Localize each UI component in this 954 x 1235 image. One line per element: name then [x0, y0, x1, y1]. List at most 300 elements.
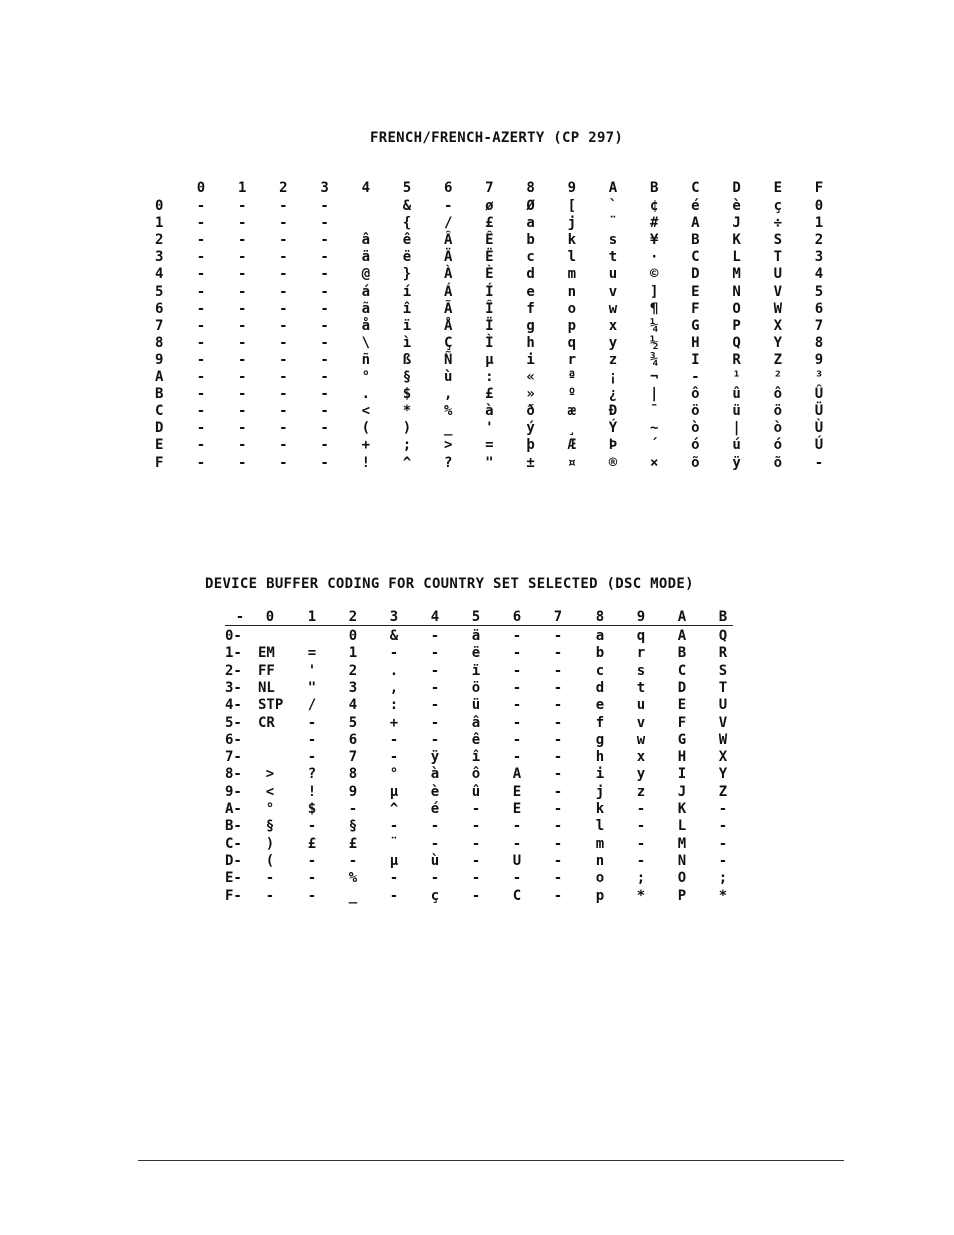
table-cell: U — [773, 266, 783, 283]
table-cell: õ — [773, 454, 783, 471]
table-cell: > — [265, 766, 275, 783]
table-cell: - — [196, 300, 206, 317]
table-cell: z — [608, 351, 618, 368]
table-cell: Ð — [608, 403, 618, 420]
table-cell: - — [512, 731, 522, 748]
table-cell: û — [471, 783, 481, 800]
table-cell: - — [553, 697, 563, 714]
table-cell: ô — [773, 386, 783, 403]
table-cell: - — [320, 454, 329, 471]
row-header: 2 — [155, 232, 164, 249]
table-cell: E — [691, 283, 700, 300]
table-cell: v — [636, 714, 646, 731]
table-cell: ' — [485, 420, 494, 437]
column-header: A — [677, 609, 687, 625]
table-cell: - — [512, 679, 522, 696]
table-cell: - — [237, 266, 247, 283]
table-cell: £ — [348, 835, 358, 852]
table-cell: - — [237, 215, 247, 232]
table-cell: - — [320, 386, 329, 403]
table-cell: ù — [443, 369, 453, 385]
table-cell: - — [307, 749, 317, 766]
table-cell: « — [526, 369, 535, 385]
table-cell: ü — [732, 403, 741, 420]
table-cell: - — [307, 887, 317, 904]
column-header: 7 — [553, 609, 563, 625]
table-cell: - — [196, 351, 206, 368]
table-cell: ¹ — [732, 369, 741, 385]
table-cell: = — [485, 437, 494, 454]
row-header: D — [155, 420, 164, 437]
table-cell: ñ — [361, 351, 371, 368]
row-header: 9 — [155, 351, 164, 368]
table-cell: ; — [718, 870, 728, 887]
table-cell: 8 — [814, 334, 824, 351]
table-cell: ó — [691, 437, 700, 454]
table-cell: E — [677, 697, 687, 714]
table-cell: CR — [258, 714, 275, 731]
table-cell: - — [718, 852, 728, 869]
table-cell: ® — [608, 454, 618, 471]
table-cell: L — [677, 818, 687, 835]
table-cell: - — [196, 232, 206, 249]
table-cell: þ — [526, 437, 535, 454]
table-cell: ¯ — [649, 403, 659, 420]
table-cell: - — [553, 870, 563, 887]
table-cell: - — [636, 801, 646, 817]
table-cell: w — [608, 300, 618, 317]
table-cell: c — [526, 249, 535, 266]
table-cell: ý — [526, 420, 535, 437]
table-cell: ä — [471, 628, 481, 644]
table-cell: q — [636, 628, 646, 644]
table-cell: - — [430, 697, 440, 714]
table-cell: d — [526, 266, 535, 283]
table-cell: - — [237, 369, 247, 385]
table-cell: ç — [430, 887, 440, 904]
table-cell: - — [279, 317, 288, 334]
table-cell: ¶ — [649, 300, 659, 317]
table-cell: - — [471, 870, 481, 887]
table-cell: - — [196, 437, 206, 454]
table-cell: ! — [361, 454, 371, 471]
table-cell: 7 — [348, 749, 358, 766]
table-cell: ö — [691, 403, 700, 420]
row-header: 4- — [225, 697, 242, 714]
table-cell: - — [320, 198, 329, 214]
table-cell: : — [485, 369, 494, 385]
column-header: 5 — [402, 180, 412, 196]
table-cell: - — [718, 801, 728, 817]
column-header: F — [814, 180, 824, 196]
table-cell: F — [691, 300, 700, 317]
table-cell: - — [512, 645, 522, 662]
table-cell: - — [196, 317, 206, 334]
table-cell: # — [649, 215, 659, 232]
table-cell: Ê — [485, 232, 494, 249]
table-cell: â — [471, 714, 481, 731]
table-cell: N — [732, 283, 741, 300]
row-header: 4 — [155, 266, 164, 283]
table-cell: ¿ — [608, 386, 618, 403]
row-header: B — [155, 386, 164, 403]
table-cell: - — [553, 887, 563, 904]
table-cell: ° — [389, 766, 399, 783]
table-cell: f — [595, 714, 605, 731]
table-cell: 0 — [814, 198, 824, 214]
table-cell: i — [526, 351, 535, 368]
table-cell: - — [691, 369, 700, 385]
table-cell: K — [732, 232, 741, 249]
table-cell: º — [567, 386, 577, 403]
table-cell: ß — [402, 351, 412, 368]
table-cell: - — [307, 870, 317, 887]
table-cell: | — [649, 386, 659, 403]
table-cell: P — [732, 317, 741, 334]
row-header: 7- — [225, 749, 242, 766]
table-cell: * — [636, 887, 646, 904]
table-cell: W — [773, 300, 783, 317]
table-cell: - — [237, 300, 247, 317]
table-cell: H — [691, 334, 700, 351]
row-header: 3 — [155, 249, 164, 266]
table-cell: - — [636, 818, 646, 835]
table-cell: - — [553, 852, 563, 869]
table-cell: z — [636, 783, 646, 800]
table-cell: Û — [814, 386, 824, 403]
table-cell: Z — [718, 783, 728, 800]
column-header: 0 — [196, 180, 206, 196]
table-cell: 6 — [814, 300, 824, 317]
table-cell: ï — [471, 662, 481, 679]
table-cell: Í — [485, 283, 494, 300]
table-cell: - — [512, 714, 522, 731]
table-cell: + — [389, 714, 399, 731]
table-cell: Ç — [443, 334, 453, 351]
table-cell: - — [279, 334, 288, 351]
table-cell: y — [636, 766, 646, 783]
table-cell: - — [718, 835, 728, 852]
table-cell: ` — [608, 198, 618, 214]
table-cell: - — [279, 403, 288, 420]
table-cell: - — [471, 818, 481, 835]
row-header: 7 — [155, 317, 164, 334]
table-cell: - — [443, 198, 453, 214]
table-cell: - — [320, 266, 329, 283]
table-cell: ³ — [814, 369, 824, 385]
table-cell: > — [443, 437, 453, 454]
table-cell: [ — [567, 198, 577, 214]
table-cell: ü — [471, 697, 481, 714]
column-header: 6 — [512, 609, 522, 625]
table-cell: ¤ — [567, 454, 577, 471]
table-cell: r — [636, 645, 646, 662]
table-cell: - — [430, 679, 440, 696]
table-cell: - — [320, 403, 329, 420]
row-header: 9- — [225, 783, 242, 800]
table1-title: FRENCH/FRENCH-AZERTY (CP 297) — [370, 130, 624, 146]
table-cell: $ — [402, 386, 412, 403]
table-cell: N — [677, 852, 687, 869]
table-cell: - — [814, 454, 824, 471]
table-cell: = — [307, 645, 317, 662]
table-cell: - — [553, 801, 563, 817]
table-cell: I — [677, 766, 687, 783]
table-cell: B — [677, 645, 687, 662]
table-cell: 2 — [348, 662, 358, 679]
table-cell: ( — [361, 420, 371, 437]
column-header: 3 — [389, 609, 399, 625]
table-cell: ^ — [389, 801, 399, 817]
table-cell: A — [677, 628, 687, 644]
table-cell: - — [196, 454, 206, 471]
table-cell: é — [430, 801, 440, 817]
table-cell: ì — [402, 334, 412, 351]
table-cell: T — [718, 679, 728, 696]
table-cell: - — [512, 818, 522, 835]
table-cell: Ü — [814, 403, 824, 420]
row-header: A — [155, 369, 164, 385]
table-cell: Ä — [443, 249, 453, 266]
table-cell: - — [553, 835, 563, 852]
table-cell: - — [279, 215, 288, 232]
table-cell: à — [485, 403, 494, 420]
table-cell: { — [402, 215, 412, 232]
column-header: 1 — [237, 180, 247, 196]
table-cell: b — [595, 645, 605, 662]
table-cell: H — [677, 749, 687, 766]
table-cell: â — [361, 232, 371, 249]
table-cell: ö — [773, 403, 783, 420]
table-cell: I — [691, 351, 700, 368]
table-cell: W — [718, 731, 728, 748]
row-header: F- — [225, 887, 242, 904]
column-header: B — [718, 609, 728, 625]
table-cell: µ — [389, 783, 399, 800]
table-cell: - — [389, 645, 399, 662]
table-cell: C — [512, 887, 522, 904]
table-cell: ÷ — [773, 215, 783, 232]
table-cell: s — [608, 232, 618, 249]
table-cell: - — [320, 232, 329, 249]
table-cell: - — [265, 887, 275, 904]
table-cell: ¨ — [389, 835, 399, 852]
table-cell: é — [691, 198, 700, 214]
table-cell: a — [595, 628, 605, 644]
table-cell: 1 — [348, 645, 358, 662]
table-cell: < — [361, 403, 371, 420]
table-cell: f — [526, 300, 535, 317]
column-header: 8 — [526, 180, 535, 196]
table-cell: ¢ — [649, 198, 659, 214]
table-cell: à — [430, 766, 440, 783]
table-cell: - — [348, 852, 358, 869]
table-cell: - — [237, 334, 247, 351]
table-cell: ] — [649, 283, 659, 300]
table-cell: Þ — [608, 437, 618, 454]
table-cell: µ — [485, 351, 494, 368]
table-cell: E — [512, 783, 522, 800]
table-cell: © — [649, 266, 659, 283]
table-cell: Ë — [485, 249, 494, 266]
table-cell: - — [320, 420, 329, 437]
row-header: 1 — [155, 215, 164, 232]
table-cell: - — [196, 198, 206, 214]
table-cell: 9 — [814, 351, 824, 368]
table-cell: Å — [443, 317, 453, 334]
corner-header: - — [235, 609, 245, 625]
column-header: 9 — [567, 180, 577, 196]
table-cell: î — [402, 300, 412, 317]
table-cell: - — [237, 283, 247, 300]
table-cell: + — [361, 437, 371, 454]
table-cell: ª — [567, 369, 577, 385]
table-cell: - — [348, 801, 358, 817]
table-cell: , — [443, 386, 453, 403]
row-header: 3- — [225, 679, 242, 696]
table-cell: 4 — [814, 266, 824, 283]
table-cell: - — [196, 420, 206, 437]
table-cell: p — [567, 317, 577, 334]
table-cell: o — [595, 870, 605, 887]
table-cell: 3 — [814, 249, 824, 266]
column-header: 0 — [265, 609, 275, 625]
table-cell: û — [732, 386, 741, 403]
table-cell: Ú — [814, 437, 824, 454]
table-cell: Y — [773, 334, 783, 351]
table-cell: b — [526, 232, 535, 249]
table-cell: V — [718, 714, 728, 731]
table-cell: " — [307, 679, 317, 696]
table-cell: ^ — [402, 454, 412, 471]
table-cell: T — [773, 249, 783, 266]
table-cell: / — [307, 697, 317, 714]
table-cell: - — [279, 198, 288, 214]
row-header: 1- — [225, 645, 242, 662]
table-cell: y — [608, 334, 618, 351]
table-cell: l — [567, 249, 577, 266]
column-header: B — [649, 180, 659, 196]
table-cell: ¥ — [649, 232, 659, 249]
table-cell: è — [732, 198, 741, 214]
table-cell: - — [471, 852, 481, 869]
table-cell: Ý — [608, 420, 618, 437]
column-header: E — [773, 180, 783, 196]
table-cell: Æ — [567, 437, 577, 454]
table-cell: õ — [691, 454, 700, 471]
table-cell: í — [402, 283, 412, 300]
table-cell: / — [443, 215, 453, 232]
table-cell: ~ — [649, 420, 659, 437]
table-cell: u — [636, 697, 646, 714]
table-cell: - — [265, 870, 275, 887]
table-cell: - — [553, 749, 563, 766]
table-cell: ù — [430, 852, 440, 869]
table-cell: NL — [258, 679, 275, 696]
column-header: 3 — [320, 180, 329, 196]
table-cell: n — [595, 852, 605, 869]
table-cell: o — [567, 300, 577, 317]
column-header: 5 — [471, 609, 481, 625]
table-cell: ö — [471, 679, 481, 696]
table-cell: - — [389, 887, 399, 904]
row-header: 6- — [225, 731, 242, 748]
footer-divider — [138, 1160, 844, 1161]
table-cell: × — [649, 454, 659, 471]
table-cell: - — [471, 801, 481, 817]
table-cell: ? — [443, 454, 453, 471]
table-cell: - — [553, 766, 563, 783]
table-cell: £ — [485, 386, 494, 403]
table-cell: Ù — [814, 420, 824, 437]
table-cell: h — [595, 749, 605, 766]
table-cell: - — [279, 351, 288, 368]
row-header: D- — [225, 852, 242, 869]
table-cell: ó — [773, 437, 783, 454]
table-cell: - — [237, 454, 247, 471]
table-cell: - — [279, 420, 288, 437]
table-cell: X — [718, 749, 728, 766]
table-cell: F — [677, 714, 687, 731]
table-cell: j — [567, 215, 577, 232]
table-cell: Ì — [485, 334, 494, 351]
table-cell: - — [237, 437, 247, 454]
table-cell: ¡ — [608, 369, 618, 385]
table-cell: Ø — [526, 198, 535, 214]
table-cell: ¼ — [649, 317, 659, 334]
table-cell: ½ — [649, 334, 659, 351]
table-cell: - — [553, 731, 563, 748]
table-cell: % — [348, 870, 358, 887]
table-cell: - — [196, 386, 206, 403]
table-cell: - — [196, 266, 206, 283]
table-cell: ô — [471, 766, 481, 783]
table-cell: - — [389, 818, 399, 835]
table-cell: Ï — [485, 317, 494, 334]
table-cell: e — [595, 697, 605, 714]
table-cell: " — [485, 454, 494, 471]
table-cell: ; — [636, 870, 646, 887]
row-header: 0 — [155, 198, 164, 214]
table-cell: - — [307, 852, 317, 869]
table-cell: k — [567, 232, 577, 249]
table-cell: , — [389, 679, 399, 696]
table-cell: - — [389, 731, 399, 748]
table-cell: r — [567, 351, 577, 368]
table-cell: v — [608, 283, 618, 300]
table-cell: M — [677, 835, 687, 852]
table-cell: g — [595, 731, 605, 748]
table-cell: µ — [389, 852, 399, 869]
table-cell: ø — [485, 198, 494, 214]
table-cell: æ — [567, 403, 577, 420]
table-cell: D — [677, 679, 687, 696]
table-cell: : — [389, 697, 399, 714]
table-cell: ð — [526, 403, 535, 420]
table-cell: U — [512, 852, 522, 869]
table-cell: 1 — [814, 215, 824, 232]
table-cell: á — [361, 283, 371, 300]
table-cell: j — [595, 783, 605, 800]
table-cell: - — [320, 300, 329, 317]
table-cell: - — [237, 420, 247, 437]
table-cell: g — [526, 317, 535, 334]
table-cell: - — [196, 403, 206, 420]
table-cell: 9 — [348, 783, 358, 800]
table-cell: Ñ — [443, 351, 453, 368]
row-header: 5- — [225, 714, 242, 731]
table-cell: - — [237, 317, 247, 334]
